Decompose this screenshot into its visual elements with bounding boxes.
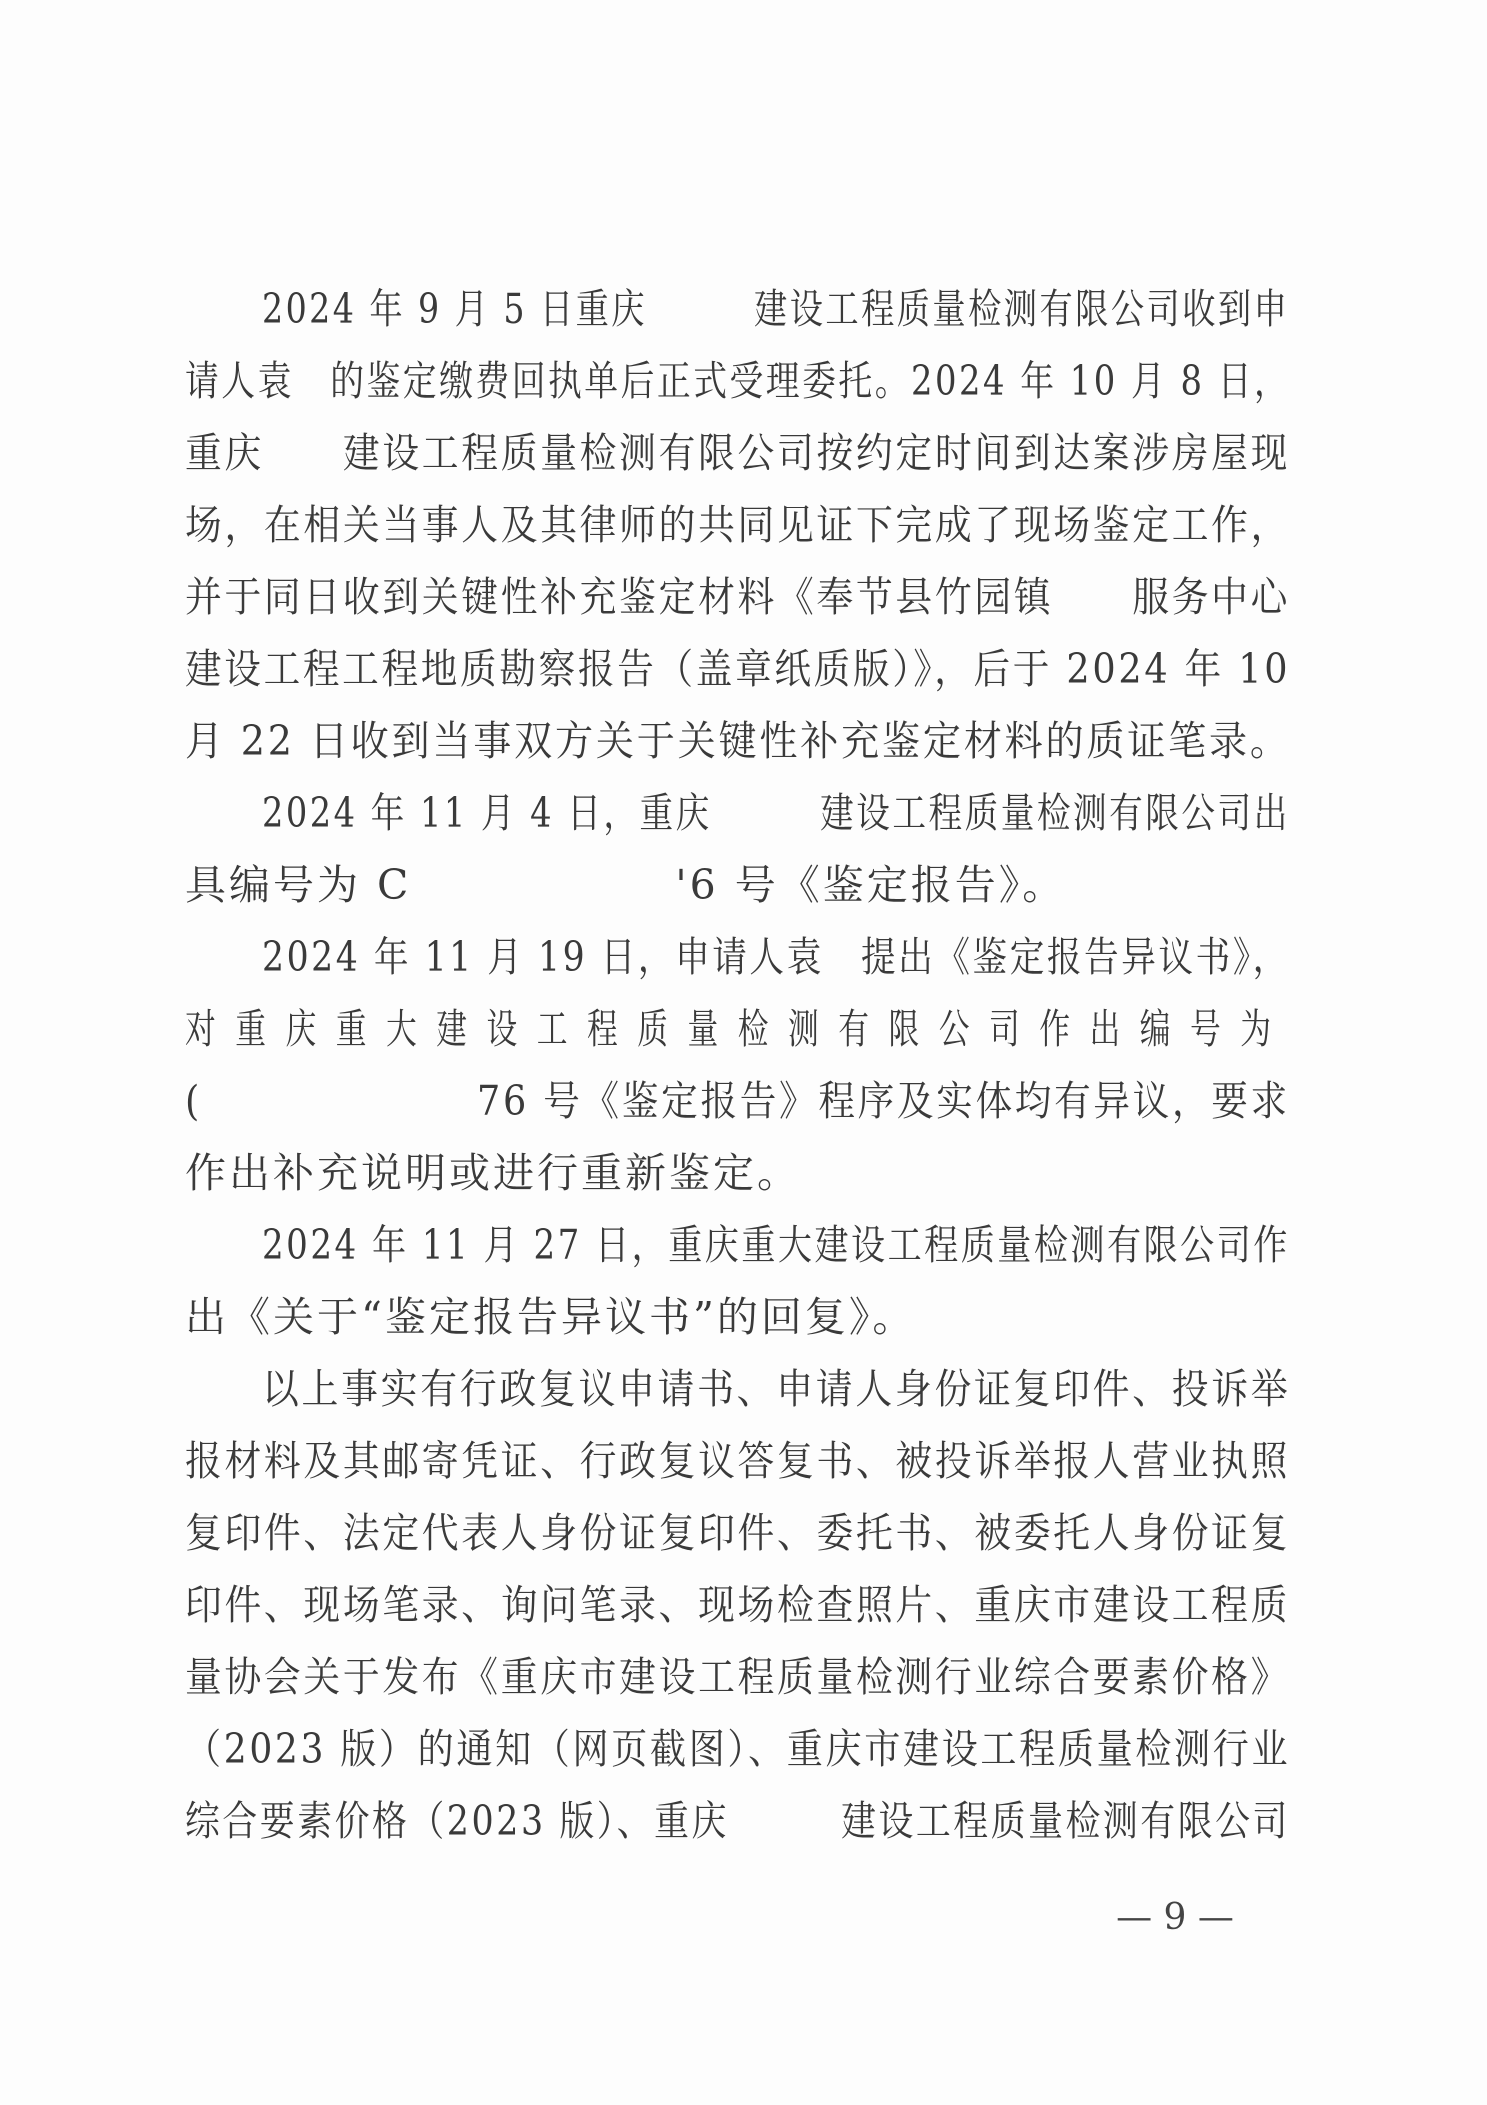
paragraph-5-line-7: 综合要素价格（2023 版）、重庆 建设工程质量检测有限公司 — [185, 1797, 1290, 1845]
paragraph-5-line-1: 以上事实有行政复议申请书、申请人身份证复印件、投诉举 — [262, 1365, 1291, 1413]
paragraph-5-line-2: 报材料及其邮寄凭证、行政复议答复书、被投诉举报人营业执照 — [185, 1437, 1291, 1485]
paragraph-5-line-4: 印件、现场笔录、询问笔录、现场检查照片、重庆市建设工程质 — [185, 1581, 1291, 1629]
paragraph-1-line-6: 建设工程工程地质勘察报告（盖章纸质版）》，后于 2024 年 10 — [185, 645, 1291, 693]
paragraph-1-line-7: 月 22 日收到当事双方关于关键性补充鉴定材料的质证笔录。 — [185, 717, 1291, 765]
page-number: — 9 — — [1116, 1897, 1234, 1938]
paragraph-1-line-5: 并于同日收到关键性补充鉴定材料《奉节县竹园镇 服务中心 — [185, 573, 1291, 621]
paragraph-5-line-5: 量协会关于发布《重庆市建设工程质量检测行业综合要素价格》 — [185, 1653, 1291, 1701]
paragraph-5-line-3: 复印件、法定代表人身份证复印件、委托书、被委托人身份证复 — [185, 1509, 1291, 1557]
paragraph-3-line-3: ( 76 号《鉴定报告》程序及实体均有异议，要求 — [185, 1077, 1290, 1125]
paragraph-1-line-2: 请人袁 的鉴定缴费回执单后正式受理委托。2024 年 10 月 8 日， — [185, 357, 1291, 405]
paragraph-4-line-1: 2024 年 11 月 27 日，重庆重大建设工程质量检测有限公司作 — [262, 1221, 1290, 1269]
paragraph-1-line-4: 场，在相关当事人及其律师的共同见证下完成了现场鉴定工作， — [185, 501, 1291, 549]
paragraph-1-line-3: 重庆 建设工程质量检测有限公司按约定时间到达案涉房屋现 — [185, 429, 1291, 477]
paragraph-2-line-1: 2024 年 11 月 4 日，重庆 建设工程质量检测有限公司出 — [262, 789, 1290, 837]
paragraph-5-line-6: （2023 版）的通知（网页截图）、重庆市建设工程质量检测行业 — [185, 1725, 1291, 1773]
paragraph-2-line-2: 具编号为 C '6 号《鉴定报告》。 — [185, 861, 1067, 909]
paragraph-1-line-1: 2024 年 9 月 5 日重庆 建设工程质量检测有限公司收到申 — [262, 285, 1290, 333]
paragraph-3-line-1: 2024 年 11 月 19 日，申请人袁 提出《鉴定报告异议书》， — [262, 933, 1290, 981]
paragraph-4-line-2: 出《关于“鉴定报告异议书”的回复》。 — [185, 1293, 917, 1341]
paragraph-3-line-2: 对重庆重大建设工程质量检测有限公司作出编号为 — [185, 1005, 1291, 1053]
paragraph-3-line-4: 作出补充说明或进行重新鉴定。 — [185, 1149, 801, 1197]
